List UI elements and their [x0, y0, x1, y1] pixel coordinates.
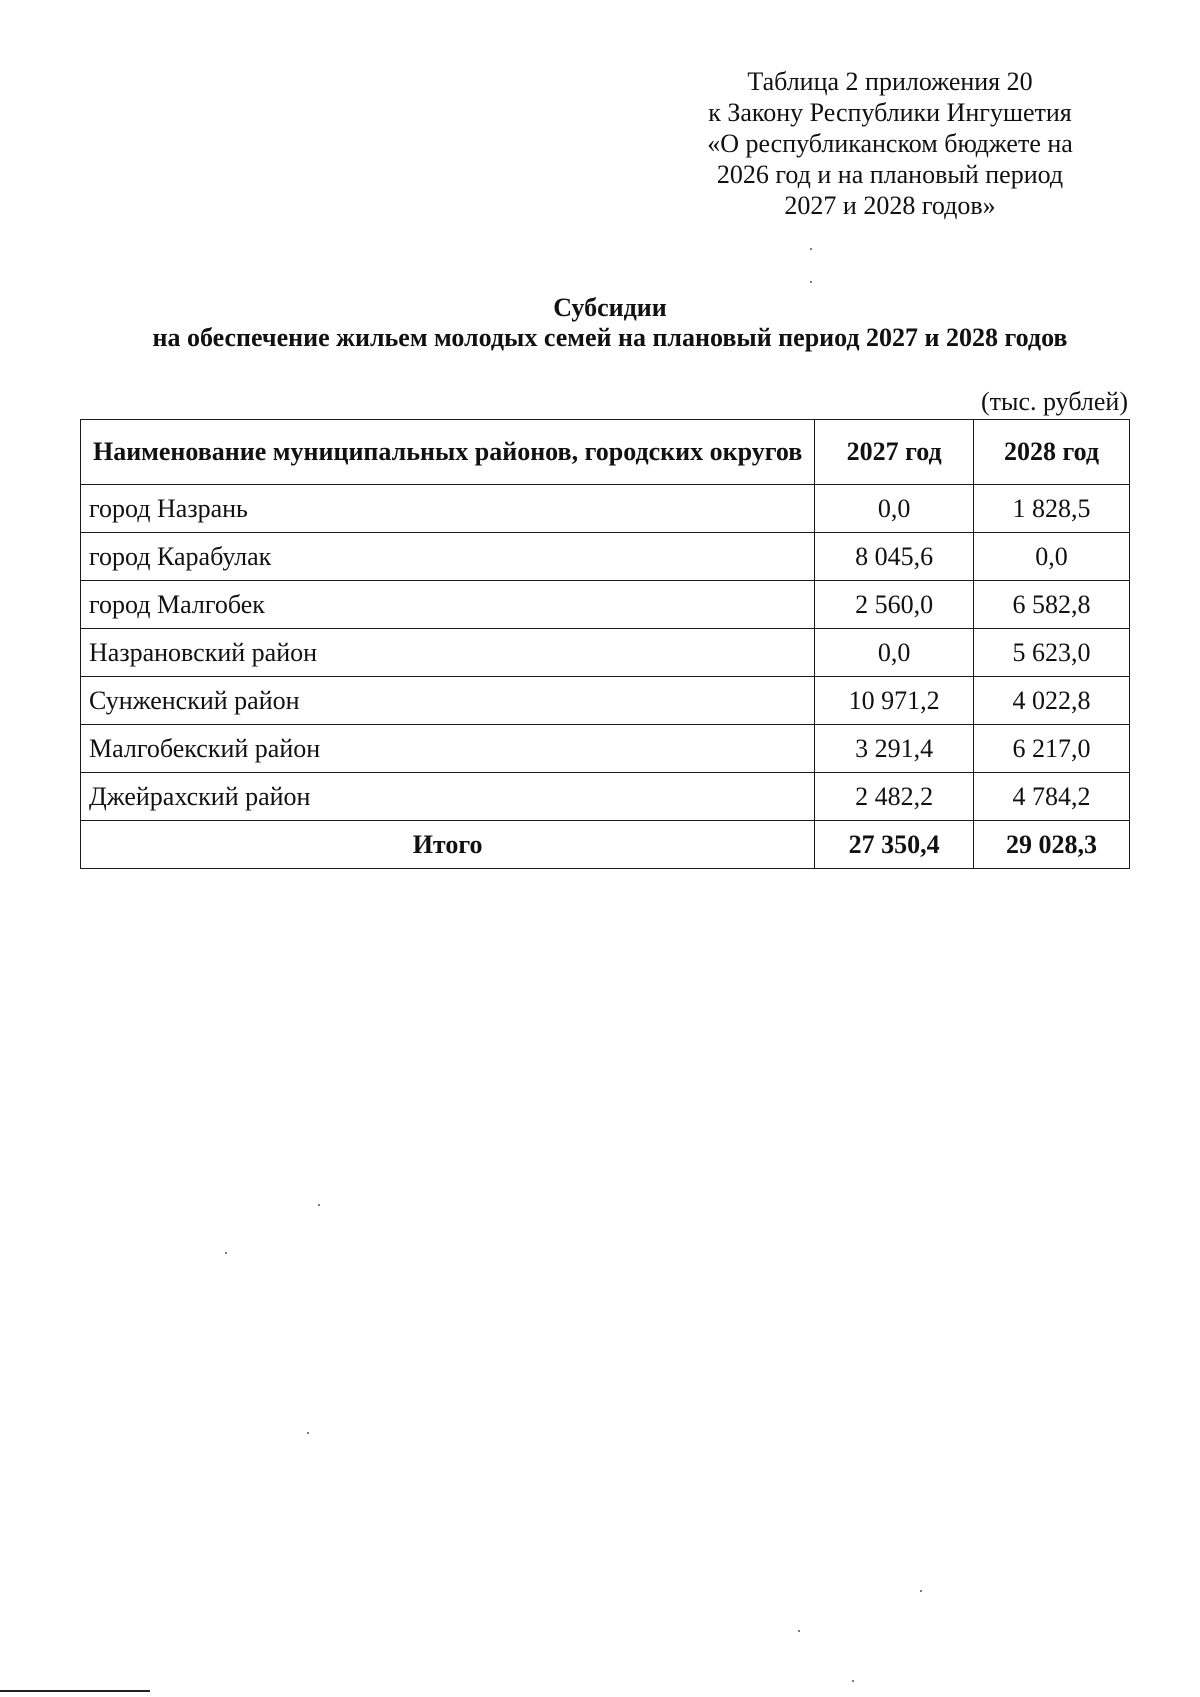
row-value-2028: 0,0 [974, 533, 1130, 581]
scan-speck [318, 1204, 320, 1206]
row-value-2028: 1 828,5 [974, 485, 1130, 533]
table-row [81, 533, 1130, 581]
table-row [81, 773, 1130, 821]
row-value-2028: 6 217,0 [974, 725, 1130, 773]
scan-edge-line [0, 1690, 150, 1692]
row-value-2028: 4 022,8 [974, 677, 1130, 725]
subsidies-table [80, 419, 1130, 869]
units-note: (тыс. рублей) [980, 387, 1128, 416]
attachment-line: к Закону Республики Ингушетия [708, 98, 1072, 127]
scan-speck [225, 1252, 227, 1254]
attachment-line: Таблица 2 приложения 20 [747, 67, 1033, 96]
table-row [81, 629, 1130, 677]
document-title: Субсидии [553, 293, 667, 322]
row-name: город Малгобек [81, 581, 815, 629]
table-row [81, 677, 1130, 725]
row-value-2027: 2 560,0 [815, 581, 974, 629]
total-value-2027: 27 350,4 [815, 821, 974, 869]
table-total-row [81, 821, 1130, 869]
row-value-2027: 2 482,2 [815, 773, 974, 821]
row-value-2027: 3 291,4 [815, 725, 974, 773]
header-2027: 2027 год [815, 420, 974, 485]
row-value-2028: 5 623,0 [974, 629, 1130, 677]
attachment-line: 2026 год и на плановый период [716, 160, 1064, 189]
header-2028: 2028 год [974, 420, 1130, 485]
row-value-2027: 8 045,6 [815, 533, 974, 581]
table-row [81, 725, 1130, 773]
row-value-2027: 10 971,2 [815, 677, 974, 725]
scan-speck [920, 1590, 922, 1592]
scan-speck [307, 1432, 309, 1434]
table-row [81, 581, 1130, 629]
row-name: город Карабулак [81, 533, 815, 581]
attachment-line: 2027 и 2028 годов» [784, 191, 996, 220]
scan-speck [810, 281, 812, 283]
total-value-2028: 29 028,3 [974, 821, 1130, 869]
attachment-line: «О республиканском бюджете на [707, 129, 1073, 158]
header-name: Наименование муниципальных районов, городских округов [81, 420, 815, 485]
row-name: Сунженский район [81, 677, 815, 725]
row-name: Малгобекский район [81, 725, 815, 773]
row-value-2028: 4 784,2 [974, 773, 1130, 821]
document-subtitle: на обеспечение жильем молодых семей на плановый период 2027 и 2028 годов [152, 323, 1068, 352]
scan-speck [798, 1630, 800, 1632]
table-row [81, 485, 1130, 533]
row-name: Джейрахский район [81, 773, 815, 821]
row-value-2027: 0,0 [815, 629, 974, 677]
row-name: Назрановский район [81, 629, 815, 677]
scan-speck [852, 1680, 854, 1682]
total-label: Итого [81, 821, 815, 869]
row-value-2027: 0,0 [815, 485, 974, 533]
row-name: город Назрань [81, 485, 815, 533]
scan-speck [810, 248, 812, 250]
row-value-2028: 6 582,8 [974, 581, 1130, 629]
attachment-reference [640, 66, 1140, 221]
table-header-row [81, 420, 1130, 485]
